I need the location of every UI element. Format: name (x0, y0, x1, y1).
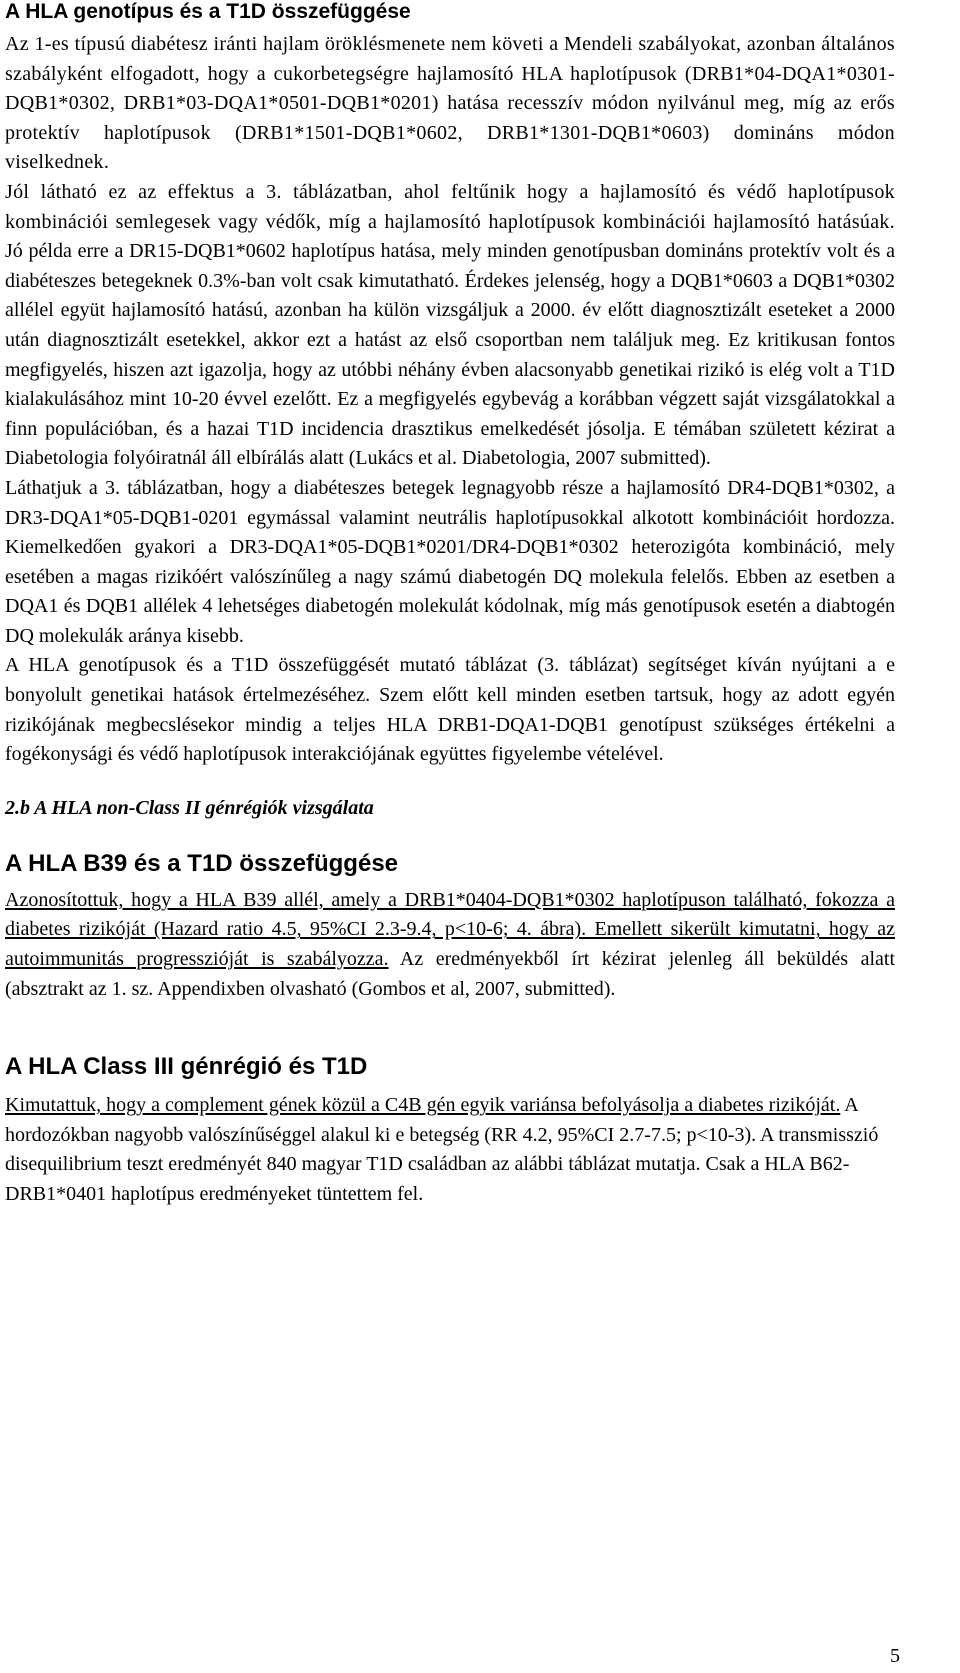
heading-hla-b39: A HLA B39 és a T1D összefüggése (5, 849, 399, 877)
document-page (5, 0, 895, 1210)
paragraph-inheritance: Az 1-es típusú diabétesz iránti hajlam öröklésmenete nem követi a Mendeli szabályokat, azonban általános szabályként elfogadott, hogy a cukorbetegségre hajlamosító HLA haplotípusok (DRB1*04-DQA1*0301-DQB1*0302, DRB1*03-DQA1*0501-DQB1*0201) hatása recesszív módon nyilvánul meg, míg az erős protektív haplotípusok (DRB1*1501-DQB1*0602, DRB1*1301-DQB1*0603) domináns módon viselkednek. (5, 33, 895, 174)
paragraph-b39 (5, 886, 895, 1004)
section-title-non-class-ii: 2.b A HLA non-Class II génrégiók vizsgálata (5, 796, 374, 819)
paragraph-class-iii-finding: Kimutattuk, hogy a complement gének közül a C4B gén egyik variánsa befolyásolja a diabetes rizikóját. (5, 1094, 841, 1117)
paragraph-heterozygote: Láthatjuk a 3. táblázatban, hogy a diabéteszes betegek legnagyobb része a hajlamosító DR4-DQB1*0302, a DR3-DQA1*05-DQB1-0201 egymással valamint neutrális haplotípusokkal alkotott kombinációit hordozza. Kiemelkedően gyakori a DR3-DQA1*05-DQB1*0201/DR4-DQB1*0302 heterozigóta kombináció, mely esetében a magas rizikóért valószínűleg a nagy számú diabetogén DQ molekula felelős. Ebben az esetben a DQA1 és DQB1 allélek 4 lehetséges diabetogén molekulát kódolnak, míg más genotípusok esetén a diabtogén DQ molekulák aránya kisebb. (5, 476, 895, 647)
heading-hla-genotype: A HLA genotípus és a T1D összefüggése (5, 0, 411, 23)
paragraph-table-effect-body: Jó példa erre a DR15-DQB1*0602 haplotípus hatása, mely minden genotípusban domináns protektív volt és a diabéteszes betegeknek 0.3%-ban volt csak kimutatható. Érdekes jelenség, hogy a DQB1*0603 a DQB1*0302 allélel együt hajlamosító hatású, azonban ha külön vizsgáljuk a 2000. év előtt diagnosztizált eseteket a 2000 után diagnosztizált esetekkel, akkor ezt a hatást az első csoportban nem találjuk meg. Ez kritikusan fontos megfigyelés, hiszen azt igazolja, hogy az utóbbi néhány évben alacsonyabb genetikai rizikó is elég volt a T1D kialakulásához mint 10-20 évvel ezelőtt. Ez a megfigyelés egybevág a korábban végzett saját vizsgálatokkal a finn populációban, és a hazai T1D incidencia drasztikus emelkedését jósolja. E témában született kézirat a Diabetologia folyóiratnál áll elbírálás alatt (Lukács et al. Diabetologia, 2007 submitted). (5, 240, 895, 470)
paragraph-b39-manuscript: Az eredményekből írt kézirat jelenleg áll beküldés alatt (absztrakt az 1. sz. Appendixben olvasható (Gombos et al, 2007, submitted). (5, 948, 895, 1000)
page-number: 5 (890, 1645, 900, 1667)
paragraph-interpretation: A HLA genotípusok és a T1D összefüggését mutató táblázat (3. táblázat) segítséget kíván nyújtani a e bonyolult genetikai hatások értelmezéséhez. Szem előtt kell minden esetben tartsuk, hogy az adott egyén rizikójának megbecslésekor mindig a teljes HLA DRB1-DQA1-DQB1 genotípust szükséges értékelni a fogékonysági és védő haplotípusok interakciójának együttes figyelembe vételével. (5, 654, 895, 766)
paragraph-b39-finding: Azonosítottuk, hogy a HLA B39 allél, amely a DRB1*0404-DQB1*0302 haplotípuson található, fokozza a diabetes rizikóját (Hazard ratio 4.5, 95%CI 2.3-9.4, p<10-6; 4. ábra). Emellett sikerült kimutatni, hogy az autoimmunitás progresszióját is szabályozza. (5, 888, 895, 971)
heading-class-iii: A HLA Class III génrégió és T1D (5, 1053, 368, 1081)
paragraph-class-iii-details: A hordozókban nagyobb valószínűséggel alakul ki e betegség (RR 4.2, 95%CI 2.7-7.5; p<10-3). A transmisszió disequilibrium teszt eredményét 840 magyar T1D családban az alábbi táblázat mutatja. Csak a HLA B62-DRB1*0401 haplotípus eredményeket tüntettem fel. (5, 1094, 879, 1205)
paragraph-class-iii (5, 1091, 895, 1209)
paragraph-table-effect-lead: Jól látható ez az effektus a 3. táblázatban, ahol feltűnik hogy a hajlamosító és védő haplotípusok kombinációi semlegesek vagy védők, míg a hajlamosító haplotípusok kombinációi hajlamosító hatásúak. (5, 180, 895, 233)
paragraph-table-effect (5, 178, 895, 474)
